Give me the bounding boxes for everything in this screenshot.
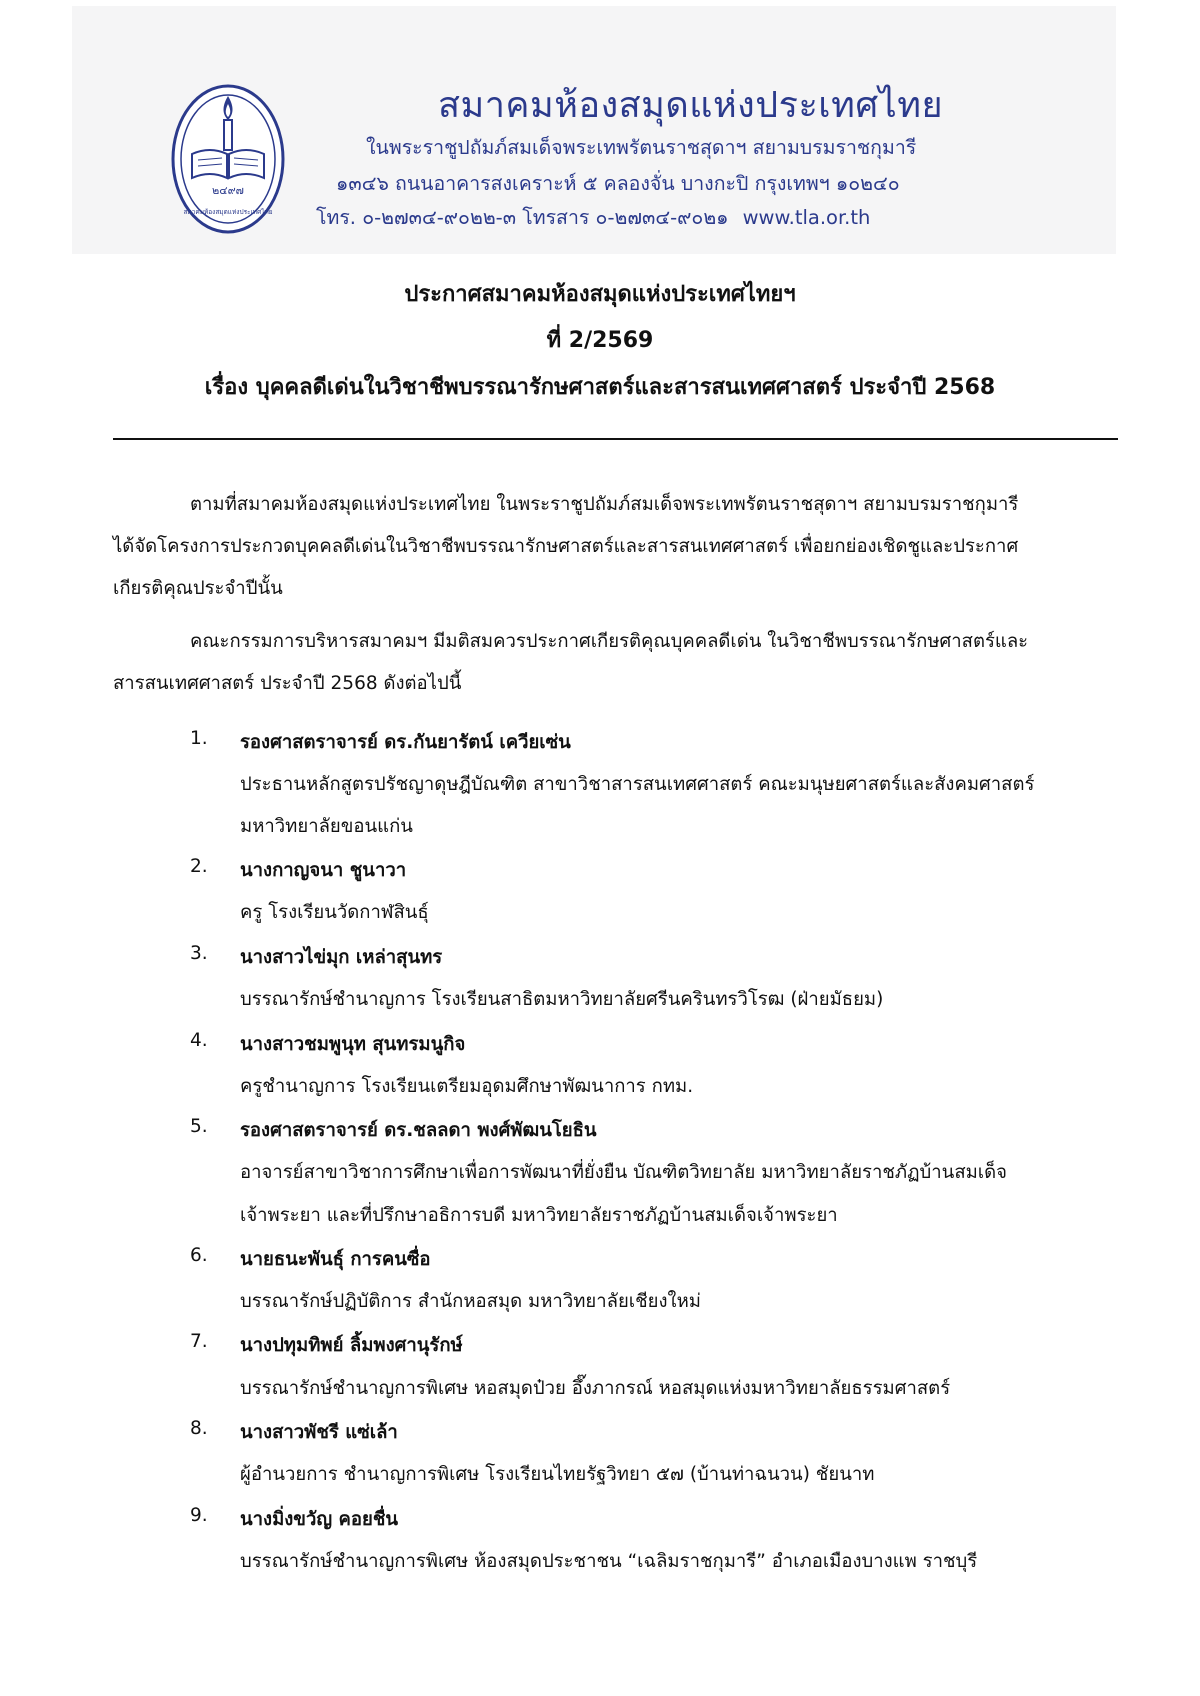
seal-year: ๒๔๙๗ bbox=[212, 184, 244, 197]
honoree-name: นางมิ่งขวัญ คอยชื่น bbox=[240, 1509, 399, 1530]
letterhead-website: www.tla.or.th bbox=[742, 206, 871, 229]
honoree-name: นางกาญจนา ชูนาวา bbox=[240, 860, 407, 881]
honoree-name: นางสาวชมพูนุท สุนทรมนูกิจ bbox=[240, 1034, 466, 1055]
honoree-number: 5. bbox=[190, 1116, 208, 1137]
intro-paragraph-line: ตามที่สมาคมห้องสมุดแห่งประเทศไทย ในพระราชูปถัมภ์สมเด็จพระเทพรัตนราชสุดาฯ สยามบรมราชกุมารี bbox=[190, 494, 1019, 515]
intro-paragraph-line: เกียรติคุณประจำปีนั้น bbox=[113, 578, 283, 599]
honoree-position: มหาวิทยาลัยขอนแก่น bbox=[240, 816, 413, 837]
honoree-position: เจ้าพระยา และที่ปรึกษาอธิการบดี มหาวิทยาลัยราชภัฏบ้านสมเด็จเจ้าพระยา bbox=[240, 1205, 838, 1226]
intro-paragraph-line: ได้จัดโครงการประกวดบุคคลดีเด่นในวิชาชีพบรรณารักษศาสตร์และสารสนเทศศาสตร์ เพื่อยกย่องเชิดชูและประกาศ bbox=[113, 536, 1019, 557]
honoree-number: 3. bbox=[190, 943, 208, 964]
honoree-position: ผู้อำนวยการ ชำนาญการพิเศษ โรงเรียนไทยรัฐวิทยา ๕๗ (บ้านท่าฉนวน) ชัยนาท bbox=[240, 1464, 875, 1485]
honoree-name: นางปทุมทิพย์ ลิ้มพงศานุรักษ์ bbox=[240, 1335, 463, 1356]
honoree-position: ประธานหลักสูตรปรัชญาดุษฎีบัณฑิต สาขาวิชาสารสนเทศศาสตร์ คณะมนุษยศาสตร์และสังคมศาสตร์ bbox=[240, 774, 1035, 795]
resolution-paragraph-line: สารสนเทศศาสตร์ ประจำปี 2568 ดังต่อไปนี้ bbox=[113, 673, 462, 694]
resolution-paragraph-line: คณะกรรมการบริหารสมาคมฯ มีมติสมควรประกาศเกียรติคุณบุคคลดีเด่น ในวิชาชีพบรรณารักษศาสตร์และ bbox=[190, 631, 1029, 652]
honoree-position: บรรณารักษ์ชำนาญการพิเศษ หอสมุดป๋วย อึ๊งภากรณ์ หอสมุดแห่งมหาวิทยาลัยธรรมศาสตร์ bbox=[240, 1378, 951, 1399]
letterhead-contact: โทร. ๐-๒๗๓๔-๙๐๒๒-๓ โทรสาร ๐-๒๗๓๔-๙๐๒๑ bbox=[316, 206, 729, 229]
honoree-number: 8. bbox=[190, 1418, 208, 1439]
honoree-number: 1. bbox=[190, 728, 208, 749]
honoree-number: 7. bbox=[190, 1331, 208, 1352]
announcement-subject: เรื่อง บุคคลดีเด่นในวิชาชีพบรรณารักษศาสตร์และสารสนเทศศาสตร์ ประจำปี 2568 bbox=[204, 375, 996, 400]
announcement-number: ที่ 2/2569 bbox=[546, 328, 654, 353]
honoree-number: 6. bbox=[190, 1245, 208, 1266]
letterhead-patronage: ในพระราชูปถัมภ์สมเด็จพระเทพรัตนราชสุดาฯ สยามบรมราชกุมารี bbox=[366, 136, 917, 159]
honoree-position: บรรณารักษ์ปฏิบัติการ สำนักหอสมุด มหาวิทยาลัยเชียงใหม่ bbox=[240, 1291, 701, 1312]
honoree-number: 2. bbox=[190, 856, 208, 877]
honoree-position: ครู โรงเรียนวัดกาฬสินธุ์ bbox=[240, 902, 429, 923]
honoree-position: บรรณารักษ์ชำนาญการ โรงเรียนสาธิตมหาวิทยาลัยศรีนครินทรวิโรฒ (ฝ่ายมัธยม) bbox=[240, 989, 884, 1010]
honoree-name: รองศาสตราจารย์ ดร.กันยารัตน์ เควียเซ่น bbox=[240, 732, 571, 753]
honoree-name: นางสาวพัชรี แซ่เล้า bbox=[240, 1422, 398, 1443]
honoree-number: 9. bbox=[190, 1505, 208, 1526]
seal-text: สมาคมห้องสมุดแห่งประเทศไทย bbox=[183, 208, 273, 216]
letterhead-address: ๑๓๔๖ ถนนอาคารสงเคราะห์ ๕ คลองจั่น บางกะปิ กรุงเทพฯ ๑๐๒๔๐ bbox=[336, 172, 900, 195]
honoree-position: อาจารย์สาขาวิชาการศึกษาเพื่อการพัฒนาที่ยั่งยืน บัณฑิตวิทยาลัย มหาวิทยาลัยราชภัฏบ้านสมเด็จ bbox=[240, 1162, 1007, 1183]
honoree-name: นางสาวไข่มุก เหล่าสุนทร bbox=[240, 947, 443, 968]
honoree-name: นายธนะพันธุ์ การคนซื่อ bbox=[240, 1249, 431, 1270]
honoree-position: ครูชำนาญการ โรงเรียนเตรียมอุดมศึกษาพัฒนาการ กทม. bbox=[240, 1076, 694, 1097]
announcement-title: ประกาศสมาคมห้องสมุดแห่งประเทศไทยฯ bbox=[404, 282, 796, 307]
letterhead-org-name: สมาคมห้องสมุดแห่งประเทศไทย bbox=[438, 85, 944, 126]
honoree-number: 4. bbox=[190, 1030, 208, 1051]
honoree-position: บรรณารักษ์ชำนาญการพิเศษ ห้องสมุดประชาชน “เฉลิมราชกุมารี” อำเภอเมืองบางแพ ราชบุรี bbox=[240, 1551, 978, 1572]
honoree-name: รองศาสตราจารย์ ดร.ชลลดา พงศ์พัฒนโยธิน bbox=[240, 1120, 597, 1141]
